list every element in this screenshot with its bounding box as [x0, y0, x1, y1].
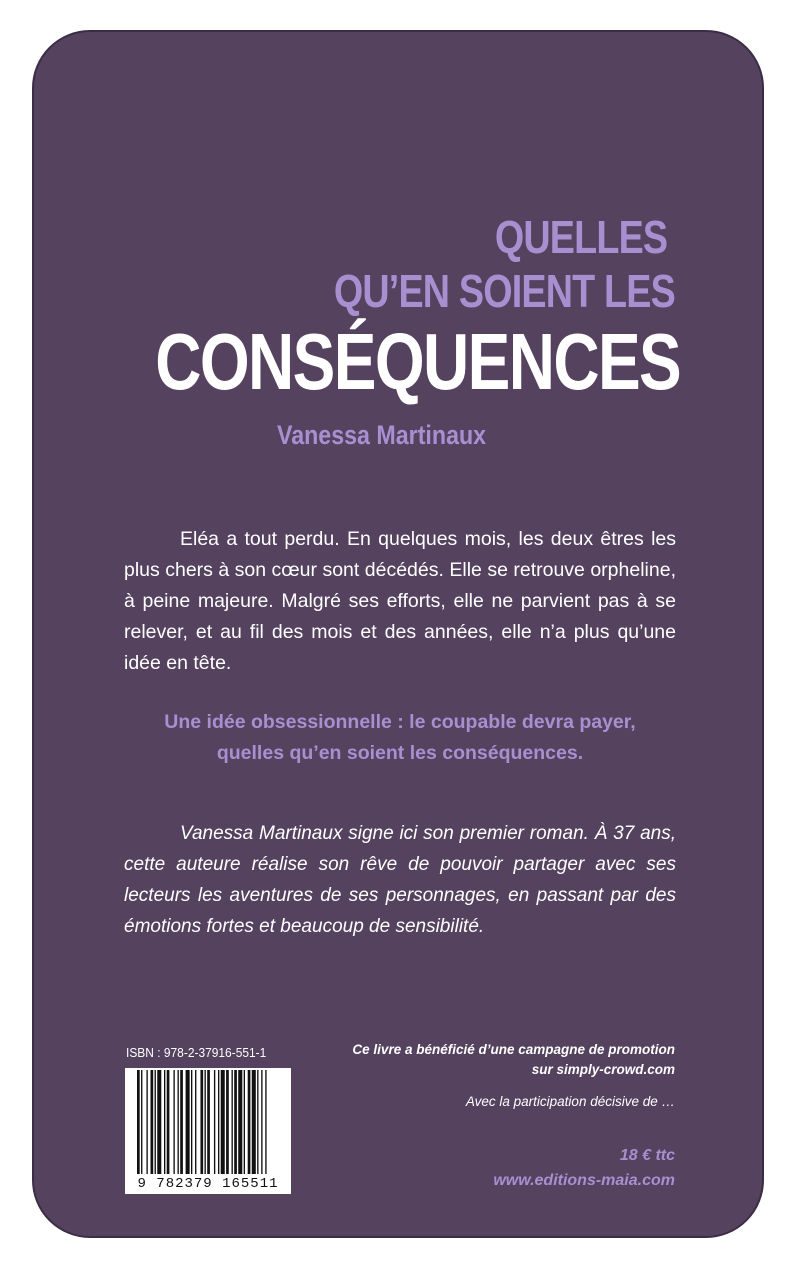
promo-line-2: sur simply-crowd.com [531, 1062, 675, 1077]
title-line-3: CONSÉQUENCES [155, 317, 680, 406]
isbn-label: ISBN : 978-2-37916-551-1 [126, 1045, 267, 1060]
title-line-1: QUELLES [494, 211, 667, 263]
author-bio: Vanessa Martinaux signe ici son premier roman. À 37 ans, cette auteure réalise son rêve de pouvoir partager avec ses lecteurs les aventures de ses personnages, en passant par des émotions fortes et beaucoup de sensibilité. [124, 823, 676, 937]
price-label: 18 € ttc [619, 1147, 675, 1164]
hook-line-1: Une idée obsessionnelle : le coupable devra payer, [164, 711, 636, 733]
barcode-digits: 9 782379 165511 [137, 1176, 279, 1192]
hook-text [110, 707, 690, 769]
author-name: Vanessa Martinaux [277, 420, 487, 450]
title-line-2: QU’EN SOIENT LES [333, 265, 675, 317]
barcode [125, 1068, 291, 1194]
barcode-bars [125, 1068, 291, 1176]
participation-text: Avec la participation décisive de … [465, 1094, 675, 1109]
promo-text [295, 1040, 675, 1080]
hook-line-2: quelles qu’en soient les conséquences. [216, 742, 584, 764]
promo-line-1: Ce livre a bénéficié d’une campagne de promotion [352, 1042, 675, 1057]
synopsis-paragraph: Eléa a tout perdu. En quelques mois, les deux êtres les plus chers à son cœur sont décédés. Elle se retrouve orpheline, à peine majeure. Malgré ses efforts, elle ne parvient pas à se relever, et au fil des mois et des années, elle n’a plus qu’une idée en tête. [124, 528, 676, 674]
publisher-website: www.editions-maia.com [493, 1172, 675, 1189]
